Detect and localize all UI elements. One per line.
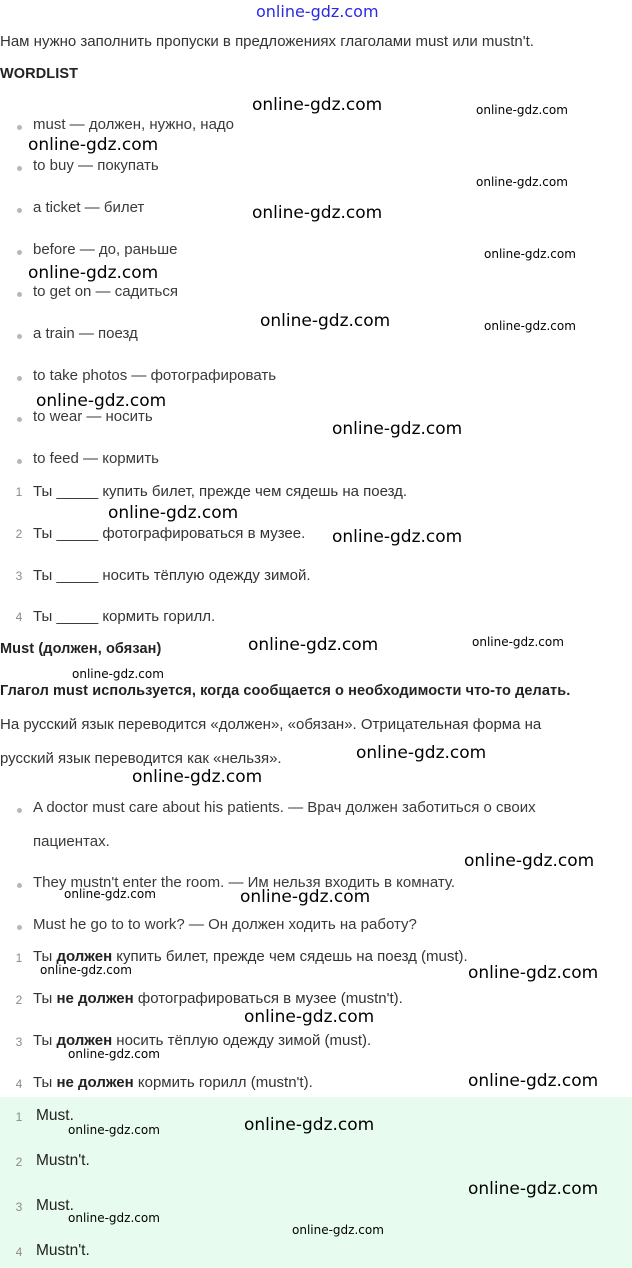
list-item: to take photos — фотографировать — [33, 367, 277, 384]
list-item: to feed — кормить — [33, 450, 159, 467]
watermark: online-gdz.com — [356, 743, 487, 763]
item-number: 2 — [15, 527, 23, 541]
bullet-icon — [17, 125, 22, 130]
list-item: must — должен, нужно, надо — [33, 116, 235, 133]
list-item: to buy — покупать — [33, 157, 159, 174]
item-number: 1 — [15, 485, 23, 499]
bullet-icon — [17, 459, 22, 464]
item-number: 2 — [15, 993, 23, 1007]
list-item: to get on — садиться — [33, 283, 178, 300]
answer-number: 1 — [15, 1110, 23, 1124]
exercise-item: Ты _____ фотографироваться в музее. — [33, 525, 306, 542]
watermark: online-gdz.com — [72, 667, 164, 681]
watermark: online-gdz.com — [472, 635, 564, 649]
watermark: online-gdz.com — [68, 1047, 160, 1061]
watermark: online-gdz.com — [468, 1179, 599, 1199]
answer-number: 4 — [15, 1245, 23, 1259]
watermark: online-gdz.com — [132, 767, 263, 787]
answer-number: 3 — [15, 1200, 23, 1214]
item-number: 3 — [15, 569, 23, 583]
watermark: online-gdz.com — [28, 263, 159, 283]
example-item: A doctor must care about his patients. — Врач должен заботиться о своих — [33, 799, 536, 816]
rule-text-line1: На русский язык переводится «должен», «обязан». Отрицательная форма на — [0, 716, 542, 733]
watermark: online-gdz.com — [332, 527, 463, 547]
watermark: online-gdz.com — [476, 175, 568, 189]
watermark: online-gdz.com — [40, 963, 132, 977]
watermark: online-gdz.com — [244, 1007, 375, 1027]
item-number: 3 — [15, 1035, 23, 1049]
answer-number: 2 — [15, 1155, 23, 1169]
watermark: online-gdz.com — [468, 1071, 599, 1091]
watermark: online-gdz.com — [484, 247, 576, 261]
list-item: a ticket — билет — [33, 199, 145, 216]
watermark: online-gdz.com — [68, 1123, 160, 1137]
rule-bold-text: Глагол must используется, когда сообщается о необходимости что-то делать. — [0, 683, 571, 699]
answer-item: Mustn't. — [36, 1242, 90, 1259]
bullet-icon — [17, 376, 22, 381]
list-item: to wear — носить — [33, 408, 153, 425]
watermark: online-gdz.com — [260, 311, 391, 331]
watermark: online-gdz.com — [68, 1211, 160, 1225]
bullet-icon — [17, 925, 22, 930]
watermark: online-gdz.com — [28, 135, 159, 155]
watermark: online-gdz.com — [108, 503, 239, 523]
example-item: They mustn't enter the room. — Им нельзя входить в комнату. — [33, 874, 456, 891]
watermark: online-gdz.com — [64, 887, 156, 901]
watermark: online-gdz.com — [36, 391, 167, 411]
rule-text-line2: русский язык переводится как «нельзя». — [0, 750, 282, 767]
bullet-icon — [17, 417, 22, 422]
watermark-top: online-gdz.com — [256, 2, 379, 21]
bullet-icon — [17, 250, 22, 255]
watermark: online-gdz.com — [252, 95, 383, 115]
example-item: Must he go to to work? — Он должен ходить на работу? — [33, 916, 417, 933]
bullet-icon — [17, 808, 22, 813]
bullet-icon — [17, 292, 22, 297]
rule-heading: Must (должен, обязан) — [0, 641, 162, 657]
exercise-item: Ты _____ купить билет, прежде чем сядешь на поезд. — [33, 483, 408, 500]
watermark: online-gdz.com — [252, 203, 383, 223]
watermark: online-gdz.com — [484, 319, 576, 333]
bullet-icon — [17, 208, 22, 213]
filled-item: Ты должен купить билет, прежде чем сядешь на поезд (must). — [33, 948, 468, 965]
wordlist-heading: WORDLIST — [0, 66, 79, 82]
watermark: online-gdz.com — [240, 887, 371, 907]
list-item: a train — поезд — [33, 325, 138, 342]
bullet-icon — [17, 883, 22, 888]
example-item-cont: пациентах. — [33, 833, 110, 850]
watermark: online-gdz.com — [292, 1223, 384, 1237]
filled-item: Ты должен носить тёплую одежду зимой (must). — [33, 1032, 372, 1049]
watermark: online-gdz.com — [248, 635, 379, 655]
intro-text: Нам нужно заполнить пропуски в предложениях глаголами must или mustn't. — [0, 33, 534, 50]
exercise-item: Ты _____ носить тёплую одежду зимой. — [33, 567, 311, 584]
exercise-item: Ты _____ кормить горилл. — [33, 608, 216, 625]
item-number: 4 — [15, 1077, 23, 1091]
watermark: online-gdz.com — [244, 1115, 375, 1135]
item-number: 4 — [15, 610, 23, 624]
list-item: before — до, раньше — [33, 241, 178, 258]
watermark: online-gdz.com — [468, 963, 599, 983]
bullet-icon — [17, 334, 22, 339]
answer-item: Mustn't. — [36, 1152, 90, 1169]
filled-item: Ты не должен фотографироваться в музее (mustn't). — [33, 990, 403, 1007]
filled-item: Ты не должен кормить горилл (mustn't). — [33, 1074, 313, 1091]
answer-item: Must. — [36, 1197, 74, 1214]
watermark: online-gdz.com — [332, 419, 463, 439]
watermark: online-gdz.com — [464, 851, 595, 871]
watermark: online-gdz.com — [476, 103, 568, 117]
bullet-icon — [17, 166, 22, 171]
answer-item: Must. — [36, 1107, 74, 1124]
item-number: 1 — [15, 951, 23, 965]
